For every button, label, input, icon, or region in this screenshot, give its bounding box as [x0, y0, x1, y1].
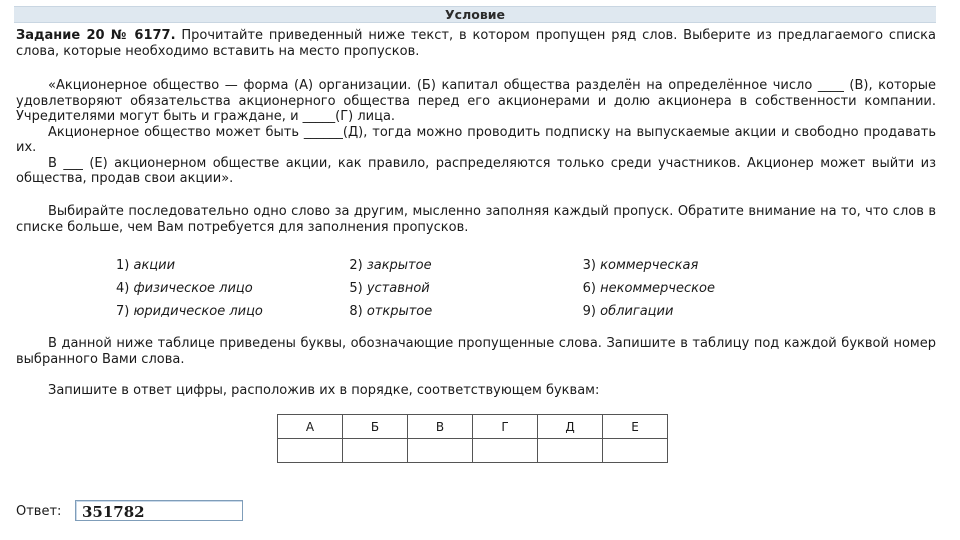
- answer-cell[interactable]: [603, 439, 668, 463]
- text-paragraph-3: В ___ (Е) акционерном обществе акции, как правило, распределяются только среди участников. Акционер может выйти из общества, продав свои акции».: [16, 155, 936, 186]
- answer-table: [277, 414, 668, 463]
- answer-instruction-text: Запишите в ответ цифры, расположив их в порядке, соответствующем буквам:: [48, 383, 600, 398]
- word-option-6: 6) некоммерческое: [582, 281, 715, 296]
- table-instruction: [16, 336, 936, 367]
- word-row: [116, 300, 816, 323]
- word-option-3: 3) коммерческая: [582, 258, 699, 273]
- answer-cell[interactable]: [408, 439, 473, 463]
- word-option-4: 4) физическое лицо: [116, 281, 253, 296]
- answer-instruction: [16, 383, 936, 399]
- word-option-1: 1) акции: [116, 258, 176, 273]
- answer-input[interactable]: 351782: [75, 500, 243, 521]
- answer-label: Ответ:: [16, 504, 62, 519]
- answer-cell[interactable]: [538, 439, 603, 463]
- selection-instruction: [16, 204, 936, 235]
- letter-cell: Г: [473, 415, 538, 439]
- word-row: [116, 254, 816, 277]
- section-title: Условие: [445, 7, 505, 22]
- task-number: Задание 20 № 6177.: [16, 28, 176, 43]
- task-instruction: Прочитайте приведенный ниже текст, в котором пропущен ряд слов. Выберите из предлагаемого списка слова, которые необходимо вставить на место пропусков.: [16, 28, 936, 59]
- word-option-8: 8) открытое: [349, 304, 433, 319]
- text-paragraph-1: «Акционерное общество — форма (А) организации. (Б) капитал общества разделён на определённое число ____ (В), которые удовлетворяют обязательства акционерного общества перед его акционерами и долю акционера в собственности компании. Учредителями могут быть и граждане, и _____(Г) лица.: [16, 78, 936, 124]
- table-instruction-text: В данной ниже таблице приведены буквы, обозначающие пропущенные слова. Запишите в таблицу под каждой буквой номер выбранного Вами слова.: [16, 336, 936, 367]
- letter-cell: А: [278, 415, 343, 439]
- answer-cell[interactable]: [473, 439, 538, 463]
- table-header-row: [278, 415, 668, 439]
- letter-cell: В: [408, 415, 473, 439]
- selection-instruction-text: Выбирайте последовательно одно слово за другим, мысленно заполняя каждый пропуск. Обратите внимание на то, что слов в списке больше, чем Вам потребуется для заполнения пропусков.: [16, 204, 936, 235]
- word-option-7: 7) юридическое лицо: [116, 304, 263, 319]
- section-header: [14, 6, 936, 23]
- text-paragraph-2: Акционерное общество может быть ______(Д), тогда можно проводить подписку на выпускаемые акции и свободно продавать их.: [16, 124, 936, 155]
- answer-cell[interactable]: [343, 439, 408, 463]
- answer-cell[interactable]: [278, 439, 343, 463]
- letter-cell: Е: [603, 415, 668, 439]
- table-answer-row: [278, 439, 668, 463]
- letter-cell: Д: [538, 415, 603, 439]
- task-intro: [16, 28, 936, 59]
- task-text: [16, 78, 936, 187]
- word-row: [116, 277, 816, 300]
- word-option-5: 5) уставной: [349, 281, 430, 296]
- word-option-9: 9) облигации: [582, 304, 674, 319]
- word-list: [116, 254, 816, 323]
- letter-cell: Б: [343, 415, 408, 439]
- word-option-2: 2) закрытое: [349, 258, 432, 273]
